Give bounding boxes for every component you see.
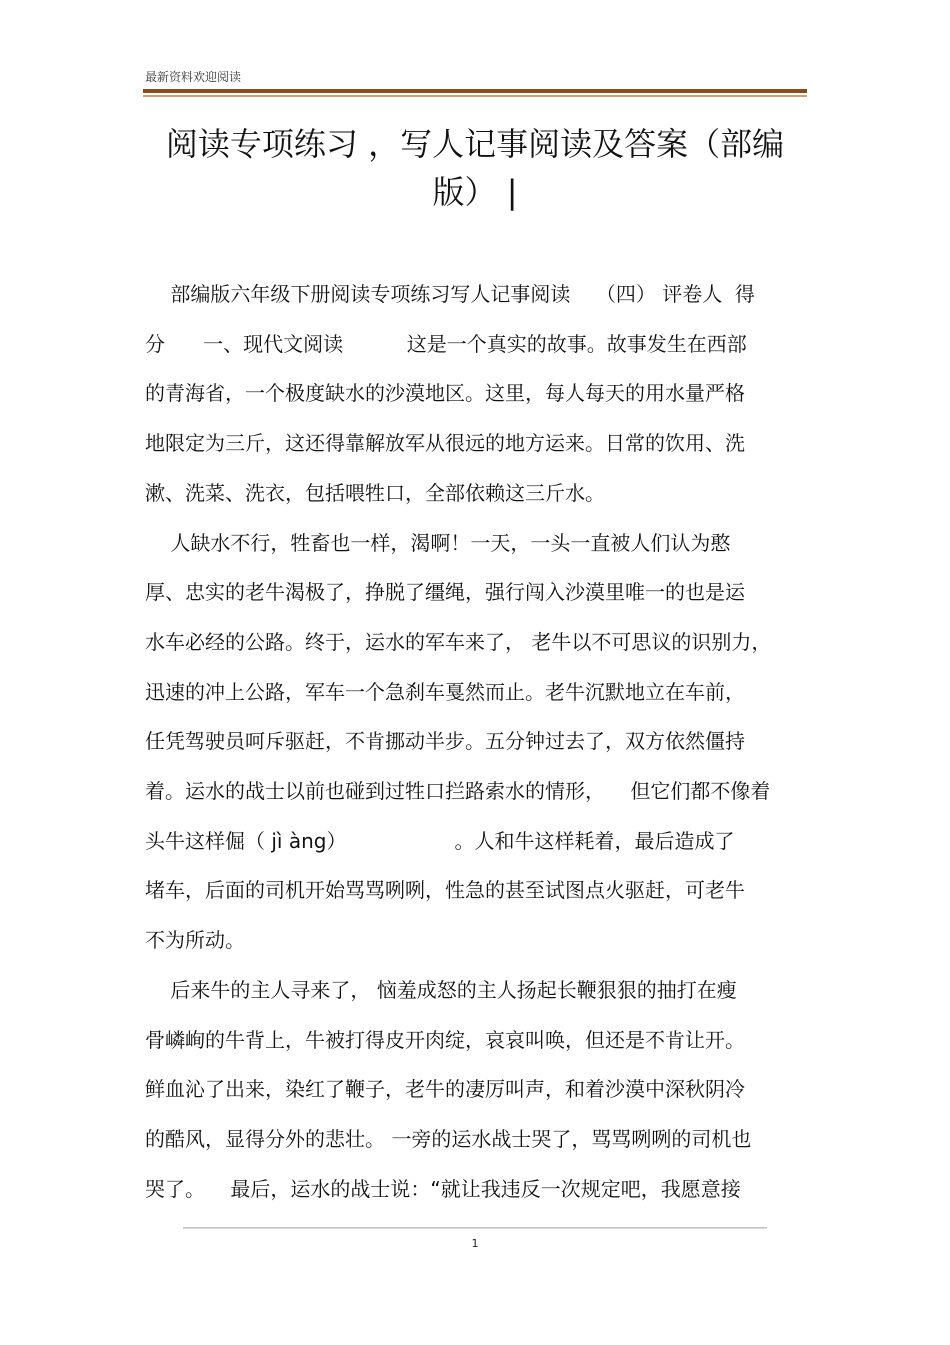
footer-rule	[183, 1227, 767, 1229]
body-line: 着。运水的战士以前也碰到过牲口拦路索水的情形， 但它们都不像着	[145, 779, 771, 803]
title-line-2: 版） |	[432, 173, 518, 211]
header-rule-thin	[143, 95, 807, 97]
body-line: 骨嶙峋的牛背上，牛被打得皮开肉绽，哀哀叫唤，但还是不肯让开。	[145, 1027, 745, 1052]
header-rule-thick	[143, 89, 807, 93]
body-line: 分 一、现代文阅读 这是一个真实的故事。故事发生在西部	[145, 331, 747, 356]
body-line: 的酷风，显得分外的悲壮。 一旁的运水战士哭了，骂骂咧咧的司机也	[145, 1126, 752, 1151]
body-line: 漱、洗菜、洗衣，包括喂牲口，全部依赖这三斤水。	[145, 480, 605, 505]
body-line: 水车必经的公路。终于，运水的军车来了， 老牛以不可思议的识别力，	[145, 629, 772, 654]
body-line: 后来牛的主人寻来了， 恼羞成怒的主人扬起长鞭狠狠的抽打在瘦	[145, 977, 737, 1002]
body-line: 迅速的冲上公路，军车一个急刹车戛然而止。老牛沉默地立在车前，	[145, 679, 745, 704]
body-line: 人缺水不行，牲畜也一样，渴啊！一天，一头一直被人们认为憨	[145, 530, 731, 555]
body-line: 地限定为三斤，这还得靠解放军从很远的地方运来。日常的饮用、洗	[145, 431, 745, 456]
body-line: 不为所动。	[145, 928, 245, 953]
body-line: 的青海省，一个极度缺水的沙漠地区。这里，每人每天的用水量严格	[145, 381, 745, 406]
body-line: 头牛这样倔（ jì àng） 。人和牛这样耗着，最后造成了	[145, 828, 735, 853]
body-line: 哭了。 最后，运水的战士说：“就让我违反一次规定吧，我愿意接	[145, 1176, 741, 1201]
body-line: 鲜血沁了出来，染红了鞭子，老牛的凄厉叫声，和着沙漠中深秋阴冷	[145, 1077, 745, 1102]
body-line: 任凭驾驶员呵斥驱赶，不肯挪动半步。五分钟过去了，双方依然僵持	[145, 729, 745, 754]
title-line-1: 阅读专项练习 ，写人记事阅读及答案（部编	[165, 125, 785, 163]
page-number: 1	[471, 1237, 479, 1250]
page-header-text: 最新资料欢迎阅读	[145, 70, 242, 84]
body-line: 堵车，后面的司机开始骂骂咧咧，性急的甚至试图点火驱赶，可老牛	[145, 878, 745, 903]
document-title	[143, 120, 807, 216]
body-line: 厚、忠实的老牛渴极了，挣脱了缰绳，强行闯入沙漠里唯一的也是运	[145, 580, 745, 605]
body-line: 部编版六年级下册阅读专项练习写人记事阅读 （四） 评卷人 得	[145, 282, 755, 306]
